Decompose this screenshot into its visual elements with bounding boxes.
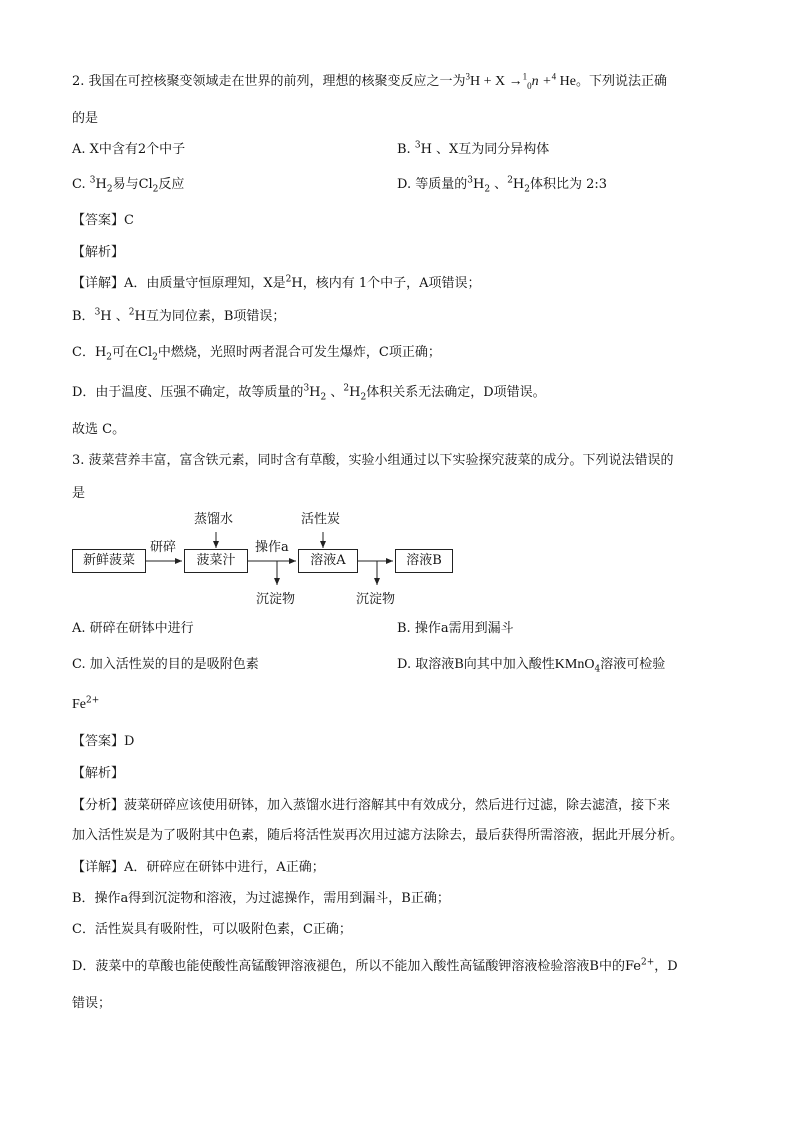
q2-option-d-h1: H <box>472 177 485 192</box>
flow-add-activated-carbon: 活性炭 <box>301 512 341 527</box>
flow-precipitate-2: 沉淀物 <box>356 592 396 607</box>
q2-detail-d-h1: H <box>309 385 321 400</box>
q2-detail-a-mass: 2 <box>285 274 292 285</box>
q2-eq-he-mass: 4 <box>551 71 557 82</box>
flow-box-solution-a: 溶液A <box>298 549 358 573</box>
q2-detail-c-text: C．H <box>72 345 107 360</box>
q2-detail-c-s1: 2 <box>106 352 113 363</box>
q2-option-d-mid: 、 <box>490 177 508 192</box>
q2-option-c-sub2: 2 <box>152 184 159 195</box>
q3-detail-d-line2: 错误； <box>72 996 112 1011</box>
q3-detail-d <box>72 957 678 977</box>
flow-box-solution-b: 溶液B <box>395 549 453 573</box>
q2-option-d-prefix: D. 等质量的 <box>397 177 468 192</box>
q2-detail-b-text: B． <box>72 309 95 324</box>
q3-option-c: C. 加入活性炭的目的是吸附色素 <box>72 657 259 672</box>
q2-detail-c-tail: 中燃烧，光照时两者混合可发生爆炸，C项正确； <box>157 345 441 360</box>
q2-eq-n-mass: 1 <box>522 71 528 82</box>
flow-box-fresh-spinach: 新鲜菠菜 <box>72 549 146 573</box>
q2-option-d-m1: 3 <box>467 175 473 186</box>
q2-detail-b-m1: 3 <box>94 307 101 318</box>
flow-step-grind: 研碎 <box>150 540 177 555</box>
q3-fenxi-line1: 【分析】菠菜研碎应该使用研钵，加入蒸馏水进行溶解其中有效成分，然后进行过滤，除去滤渣，接下来 <box>72 798 671 813</box>
q3-option-d-line2 <box>72 695 99 715</box>
q2-detail-c-mid: 可在Cl <box>112 345 153 360</box>
q2-detail-d-m2: 2 <box>343 383 350 394</box>
q2-detail-d-h2: H <box>349 385 361 400</box>
q2-eq-n-z: 0 <box>527 80 532 91</box>
q2-option-d-h2: H <box>512 177 525 192</box>
q2-detail-c-s2: 2 <box>152 352 158 363</box>
q2-option-c-sub: 2 <box>106 184 113 195</box>
q3-option-a: A. 研碎在研钵中进行 <box>72 621 194 636</box>
q3-detail-c: C．活性炭具有吸附性，可以吸附色素，C正确； <box>72 922 352 937</box>
q2-detail-b-tail: H互为同位素，B项错误； <box>134 309 286 324</box>
q3-option-d <box>397 655 665 675</box>
q3-option-b: B. 操作a需用到漏斗 <box>397 621 514 636</box>
q3-detail-a: 【详解】A．研碎应在研钵中进行，A正确； <box>72 860 325 875</box>
q2-detail-b-mid: H 、 <box>100 309 129 324</box>
q3-analysis-heading: 【解析】 <box>72 766 125 781</box>
q2-detail-d-m1: 3 <box>303 383 310 394</box>
q2-stem-text: 2. 我国在可控核聚变领域走在世界的前列，理想的核聚变反应之一为 <box>72 74 466 89</box>
q3-detail-d-charge: 2+ <box>640 957 655 968</box>
q2-answer: 【答案】C <box>72 213 134 228</box>
q3-stem: 3. 菠菜营养丰富，富含铁元素，同时含有草酸，实验小组通过以下实验探究菠菜的成分。下列说法错误的 <box>72 453 674 468</box>
q3-answer: 【答案】D <box>72 734 135 749</box>
q2-option-d-m2: 2 <box>507 175 513 186</box>
q2-option-c-h: H <box>95 177 107 192</box>
q2-option-d-end: 体积比为 2:3 <box>530 177 608 192</box>
q2-conclusion: 故选 C。 <box>72 422 126 437</box>
q2-detail-d-s2: 2 <box>360 392 367 403</box>
q3-option-d-formula: KMnO <box>554 657 595 672</box>
q3-detail-b: B．操作a得到沉淀物和溶液，为过滤操作，需用到漏斗，B正确； <box>72 891 450 906</box>
q2-detail-d-text: D．由于温度、压强不确定，故等质量的 <box>72 385 304 400</box>
q2-option-c-mid: 易与Cl <box>112 177 153 192</box>
q2-option-b-mass: 3 <box>414 140 421 151</box>
q3-option-d-tail: 溶液可检验 <box>600 657 666 672</box>
q2-stem-line2: 的是 <box>72 111 99 126</box>
q3-detail-d-text: D．菠菜中的草酸也能使酸性高锰酸钾溶液褪色，所以不能加入酸性高锰酸钾溶液检验溶液B中的Fe <box>72 959 641 974</box>
q2-eq-he: He <box>556 74 576 89</box>
q2-option-b-prefix: B. <box>397 142 415 157</box>
flow-box-spinach-juice: 菠菜汁 <box>184 549 248 573</box>
q2-eq-h-mass: 3 <box>465 71 471 82</box>
flow-precipitate-1: 沉淀物 <box>256 592 296 607</box>
flow-step-operation-a: 操作a <box>255 540 289 555</box>
q2-detail-a-text: 【详解】A．由质量守恒原理知，X是 <box>72 276 286 291</box>
q3-option-d-text: D. 取溶液B向其中加入酸性 <box>397 657 555 672</box>
q3-option-d-fe: Fe <box>72 697 86 712</box>
q2-detail-d-mid: 、 <box>326 385 344 400</box>
q2-option-a: A. X中含有2个中子 <box>72 142 186 157</box>
q2-detail-d-s1: 2 <box>320 392 327 403</box>
q3-option-d-fe-charge: 2+ <box>86 695 100 706</box>
q3-stem-line2: 是 <box>72 486 86 501</box>
q2-option-d-s2: 2 <box>524 184 530 195</box>
q2-detail-a-tail: H，核内有 1个中子，A项错误； <box>291 276 481 291</box>
flow-add-distilled-water: 蒸馏水 <box>194 512 234 527</box>
q2-option-c-mass: 3 <box>89 175 96 186</box>
q2-detail-d-tail: 体积关系无法确定，D项错误。 <box>366 385 546 400</box>
q2-option-c-end: 反应 <box>158 177 185 192</box>
q2-analysis-heading: 【解析】 <box>72 245 125 260</box>
q3-detail-d-tail: ，D <box>654 959 678 974</box>
q2-detail-b-m2: 2 <box>128 307 135 318</box>
q2-eq-h: H + X → <box>470 74 523 89</box>
q2-stem-tail: 。下列说法正确 <box>575 74 667 89</box>
q2-option-c-prefix: C. <box>72 177 90 192</box>
q2-eq-n: n + <box>531 74 552 89</box>
q3-fenxi-line2: 加入活性炭是为了吸附其中色素，随后将活性炭再次用过滤方法除去，最后获得所需溶液，据此开展分析。 <box>72 828 684 843</box>
q2-option-d-s1: 2 <box>484 184 491 195</box>
q3-option-d-sub: 4 <box>594 664 601 675</box>
q2-option-b-text: H 、X互为同分异构体 <box>420 142 550 157</box>
